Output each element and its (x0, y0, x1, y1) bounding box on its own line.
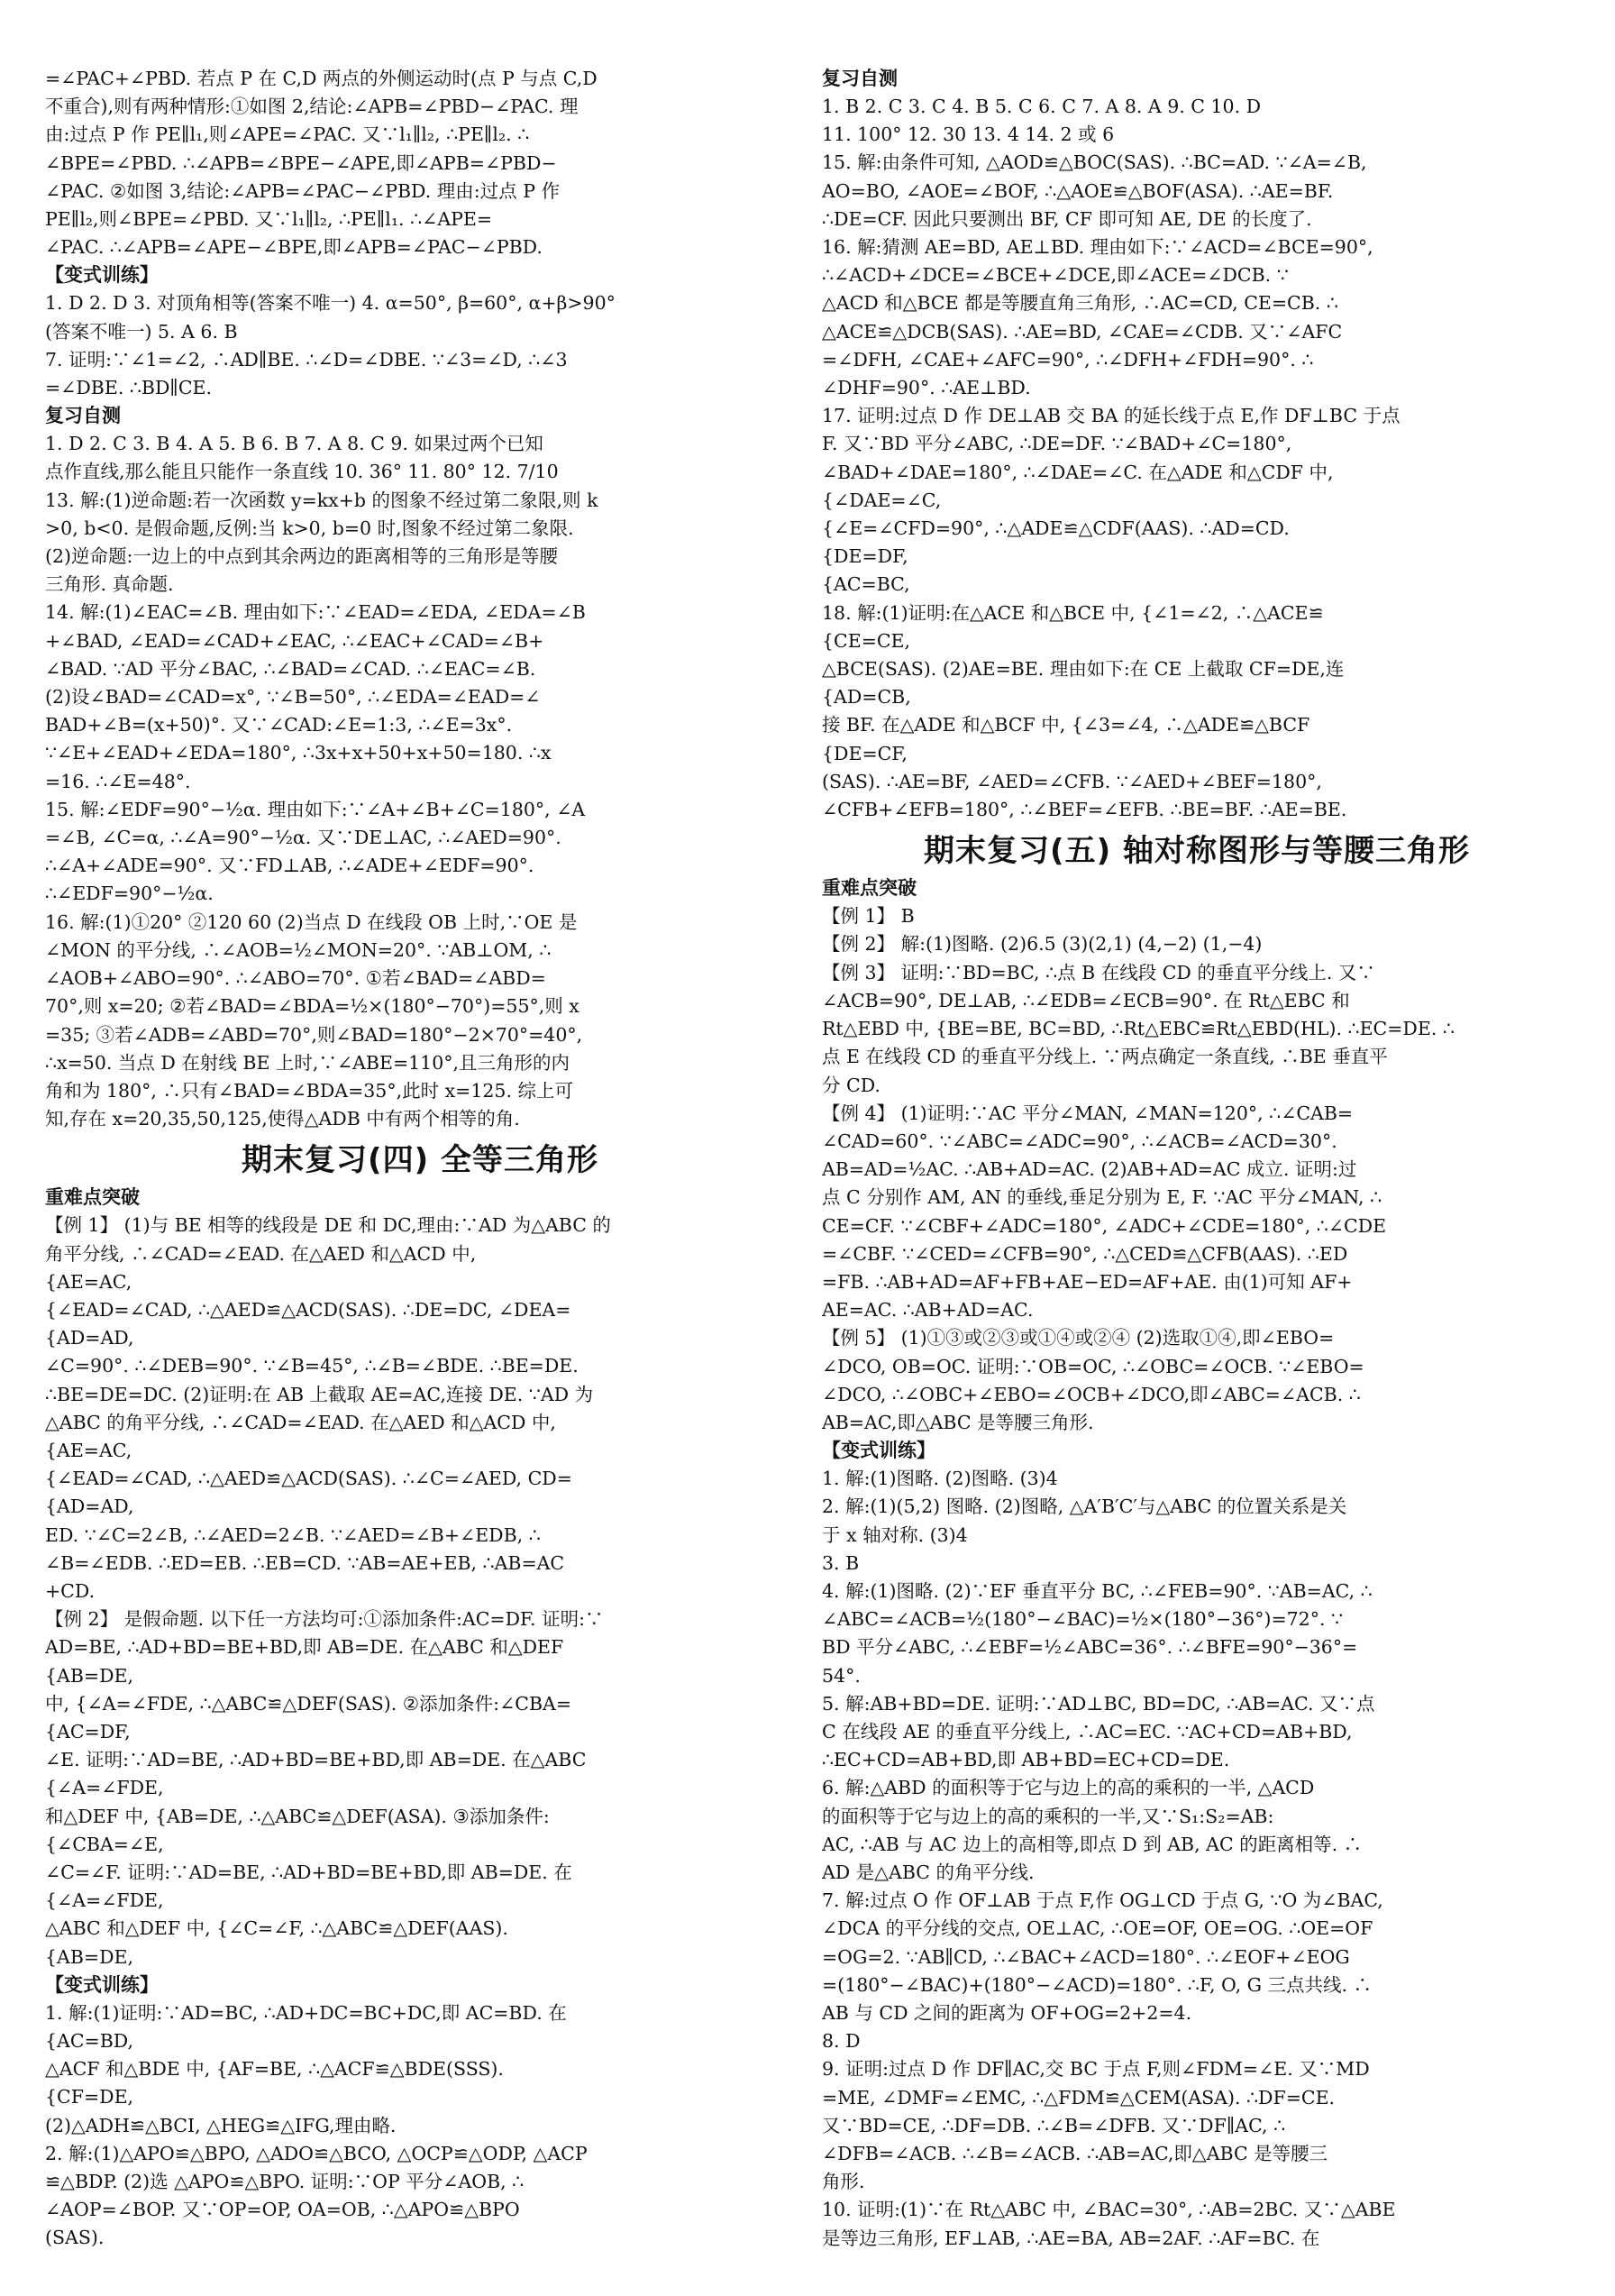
text-line: ∠MON 的平分线, ∴∠AOB=½∠MON=20°. ∵AB⊥OM, ∴ (45, 938, 552, 961)
text-line: 【例 3】 证明:∵BD=BC, ∴点 B 在线段 CD 的垂直平分线上. 又∵ (822, 961, 1375, 983)
text-line: {AE=AC, (45, 1270, 132, 1293)
text-line: ∠DFB=∠ACB. ∴∠B=∠ACB. ∴AB=AC,即△ABC 是等腰三 (822, 2143, 1328, 2165)
text-line: ∴x=50. 当点 D 在射线 BE 上时,∵∠ABE=110°,且三角形的内 (45, 1051, 570, 1074)
text-line: 角平分线, ∴∠CAD=∠EAD. 在△AED 和△ACD 中, (45, 1242, 477, 1265)
text-line: 角形. (822, 2171, 865, 2193)
text-line: {AB=DE, (45, 1664, 134, 1687)
text-line: {CE=CE, (822, 629, 911, 652)
text-line: (2)△ADH≌△BCI, △HEG≌△IFG,理由略. (45, 2114, 397, 2136)
text-line: 54°. (822, 1664, 861, 1687)
text-line: CE=CF. ∵∠CBF+∠ADC=180°, ∠ADC+∠CDE=180°, ∴∠CDE (822, 1214, 1387, 1237)
text-line: ∴∠A+∠ADE=90°. 又∵FD⊥AB, ∴∠ADE+∠EDF=90°. (45, 855, 534, 877)
text-line: 点 E 在线段 CD 的垂直平分线上. ∵两点确定一条直线, ∴BE 垂直平 (822, 1046, 1388, 1068)
text-line: (2)逆命题:一边上的中点到其余两边的距离相等的三角形是等腰 (45, 545, 558, 568)
text-line: 接 BF. 在△ADE 和△BCF 中, {∠3=∠4, ∴△ADE≌△BCF (822, 714, 1310, 736)
text-line: AD=BE, ∴AD+BD=BE+BD,即 AB=DE. 在△ABC 和△DEF (45, 1636, 564, 1659)
text-line: ∠DCO, OB=OC. 证明:∵OB=OC, ∴∠OBC=∠OCB. ∵∠EBO= (822, 1355, 1364, 1377)
text-line: AC, ∴AB 与 AC 边上的高相等,即点 D 到 AB, AC 的距离相等. ∴ (822, 1833, 1363, 1855)
text-line: ∠E. 证明:∵AD=BE, ∴AD+BD=BE+BD,即 AB=DE. 在△ABC (45, 1749, 587, 1771)
left-column (45, 65, 795, 2253)
text-line: {AC=BD, (45, 2030, 133, 2052)
text-line: {AB=DE, (45, 1945, 134, 1968)
text-line: ∠PAC. ∴∠APB=∠APE−∠BPE,即∠APB=∠PAC−∠PBD. (45, 236, 543, 259)
text-line: ∠C=∠F. 证明:∵AD=BE, ∴AD+BD=BE+BD,即 AB=DE. 在 (45, 1861, 572, 1883)
text-line: ∴∠ACD+∠DCE=∠BCE+∠DCE,即∠ACE=∠DCB. ∵ (822, 264, 1289, 287)
text-line: 70°,则 x=20; ②若∠BAD=∠BDA=½×(180°−70°)=55°,则 x (45, 995, 579, 1018)
text-line: △ABC 和△DEF 中, {∠C=∠F, ∴△ABC≌△DEF(AAS). (45, 1917, 508, 1940)
text-line: △ABC 的角平分线, ∴∠CAD=∠EAD. 在△AED 和△ACD 中, (45, 1411, 556, 1433)
text-line: ∴EC+CD=AB+BD,即 AB+BD=EC+CD=DE. (822, 1749, 1230, 1771)
text-line: {DE=CF, (822, 742, 908, 764)
text-line: 1. 解:(1)证明:∵AD=BC, ∴AD+DC=BC+DC,即 AC=BD. 在 (45, 2001, 567, 2024)
text-line: ∠DHF=90°. ∴AE⊥BD. (822, 377, 1031, 399)
text-line: =∠DFH, ∠CAE+∠AFC=90°, ∴∠DFH+∠FDH=90°. ∴ (822, 348, 1314, 370)
text-line: 9. 证明:过点 D 作 DF∥AC,交 BC 于点 F,则∠FDM=∠E. 又∵MD (822, 2058, 1370, 2081)
text-line: {AD=AD, (45, 1496, 134, 1518)
text-line: 1. D 2. C 3. B 4. A 5. B 6. B 7. A 8. C 9. 如果过两个已知 (45, 433, 543, 455)
text-line: {AC=DF, (45, 1720, 131, 1743)
text-line: F. 又∵BD 平分∠ABC, ∴DE=DF. ∵∠BAD+∠C=180°, (822, 433, 1292, 455)
section-heading: 【变式训练】 (822, 1440, 935, 1462)
text-line: {AD=CB, (822, 686, 911, 709)
text-line: 15. 解:由条件可知, △AOD≌△BOC(SAS). ∴BC=AD. ∵∠A=∠B, (822, 151, 1367, 174)
text-line: ∠DCA 的平分线的交点, OE⊥AC, ∴OE=OF, OE=OG. ∴OE=OF (822, 1917, 1373, 1940)
text-line: =∠B, ∠C=α, ∴∠A=90°−½α. 又∵DE⊥AC, ∴∠AED=90°. (45, 827, 561, 849)
text-line: 15. 解:∠EDF=90°−½α. 理由如下:∵∠A+∠B+∠C=180°, ∠A (45, 798, 586, 820)
text-line: =OG=2. ∵AB∥CD, ∴∠BAC+∠ACD=180°. ∴∠EOF+∠EOG (822, 1945, 1350, 1968)
text-line: AO=BO, ∠AOE=∠BOF, ∴△AOE≌△BOF(ASA). ∴AE=BF. (822, 179, 1334, 202)
text-line: ∠AOB+∠ABO=90°. ∴∠ABO=70°. ①若∠BAD=∠ABD= (45, 967, 546, 990)
text-line: AB=AD=½AC. ∴AB+AD=AC. (2)AB+AD=AC 成立. 证明:过 (822, 1158, 1357, 1181)
section-heading: 重难点突破 (45, 1186, 140, 1209)
section-heading: 【变式训练】 (45, 264, 159, 287)
text-line: =∠DBE. ∴BD∥CE. (45, 377, 213, 399)
text-line: ∠AOP=∠BOP. 又∵OP=OP, OA=OB, ∴△APO≌△BPO (45, 2199, 520, 2221)
text-line: BD 平分∠ABC, ∴∠EBF=½∠ABC=36°. ∴∠BFE=90°−36°= (822, 1636, 1358, 1659)
text-line: {∠DAE=∠C, (822, 489, 942, 511)
text-line: 18. 解:(1)证明:在△ACE 和△BCE 中, {∠1=∠2, ∴△ACE≌ (822, 601, 1324, 624)
text-line: 16. 解:(1)①20° ②120 60 (2)当点 D 在线段 OB 上时,∵OE 是 (45, 910, 578, 933)
section-heading: 复习自测 (822, 68, 898, 89)
text-line: {∠E=∠CFD=90°, ∴△ADE≌△CDF(AAS). ∴AD=CD. (822, 517, 1290, 540)
text-line: 由:过点 P 作 PE∥l₁,则∠APE=∠PAC. 又∵l₁∥l₂, ∴PE∥l₂. ∴ (45, 123, 530, 146)
text-line: (答案不唯一) 5. A 6. B (45, 320, 238, 343)
text-line: +∠BAD, ∠EAD=∠CAD+∠EAC, ∴∠EAC+∠CAD=∠B+ (45, 629, 544, 652)
text-line: {AC=BC, (822, 573, 910, 596)
text-line: {CF=DE, (45, 2086, 134, 2108)
text-line: 5. 解:AB+BD=DE. 证明:∵AD⊥BC, BD=DC, ∴AB=AC. 又∵点 (822, 1692, 1375, 1715)
text-line: PE∥l₂,则∠BPE=∠PBD. 又∵l₁∥l₂, ∴PE∥l₁. ∴∠APE= (45, 208, 493, 231)
text-line: 和△DEF 中, {AB=DE, ∴△ABC≌△DEF(ASA). ③添加条件: (45, 1805, 550, 1827)
text-line: 【例 4】 (1)证明:∵AC 平分∠MAN, ∠MAN=120°, ∴∠CAB= (822, 1102, 1354, 1124)
text-line: 2. 解:(1)(5,2) 图略. (2)图略, △A′B′C′与△ABC 的位置关系是关 (822, 1496, 1347, 1518)
text-line: =(180°−∠BAC)+(180°−∠ACD)=180°. ∴F, O, G 三点共线. ∴ (822, 1973, 1373, 1996)
text-line: 1. 解:(1)图略. (2)图略. (3)4 (822, 1468, 1058, 1490)
text-line: △ACE≌△DCB(SAS). ∴AE=BD, ∠CAE=∠CDB. 又∵∠AFC (822, 320, 1343, 343)
text-line: =ME, ∠DMF=∠EMC, ∴△FDM≌△CEM(ASA). ∴DF=CE. (822, 2086, 1336, 2108)
text-line: △ACF 和△BDE 中, {AF=BE, ∴△ACF≌△BDE(SSS). (45, 2058, 504, 2081)
text-line: 的面积等于它与边上的高的乘积的一半,又∵S₁:S₂=AB: (822, 1805, 1274, 1827)
text-line: 16. 解:猜测 AE=BD, AE⊥BD. 理由如下:∵∠ACD=∠BCE=90°, (822, 236, 1373, 259)
text-line: ∠B=∠EDB. ∴ED=EB. ∴EB=CD. ∵AB=AE+EB, ∴AB=AC (45, 1551, 565, 1574)
text-line: 【例 2】 是假命题. 以下任一方法均可:①添加条件:AC=DF. 证明:∵ (45, 1608, 604, 1631)
text-line: {∠CBA=∠E, (45, 1833, 164, 1855)
text-line: 7. 证明:∵∠1=∠2, ∴AD∥BE. ∴∠D=∠DBE. ∵∠3=∠D, ∴∠3 (45, 348, 568, 370)
text-line: >0, b<0. 是假命题,反例:当 k>0, b=0 时,图象不经过第二象限. (45, 517, 574, 539)
text-line: =FB. ∴AB+AD=AF+FB+AE−ED=AF+AE. 由(1)可知 AF+ (822, 1270, 1353, 1293)
text-line: 知,存在 x=20,35,50,125,使得△ADB 中有两个相等的角. (45, 1108, 520, 1130)
section-title: 期末复习(五) 轴对称图形与等腰三角形 (924, 833, 1470, 870)
text-line: AE=AC. ∴AB+AD=AC. (822, 1299, 1034, 1322)
text-line: 【例 1】 (1)与 BE 相等的线段是 DE 和 DC,理由:∵AD 为△ABC 的 (45, 1214, 611, 1237)
text-line: 于 x 轴对称. (3)4 (822, 1523, 968, 1546)
text-line: ∠BAD+∠DAE=180°, ∴∠DAE=∠C. 在△ADE 和△CDF 中, (822, 461, 1334, 483)
section-heading: 重难点突破 (822, 877, 917, 900)
text-line: 13. 解:(1)逆命题:若一次函数 y=kx+b 的图象不经过第二象限,则 k (45, 489, 598, 511)
text-line: 【例 1】 B (822, 905, 915, 928)
text-line: 7. 解:过点 O 作 OF⊥AB 于点 F,作 OG⊥CD 于点 G, ∵O 为∠BAC, (822, 1889, 1383, 1912)
text-line: ∠DCO, ∴∠OBC+∠EBO=∠OCB+∠DCO,即∠ABC=∠ACB. ∴ (822, 1383, 1361, 1405)
text-line: 11. 100° 12. 30 13. 4 14. 2 或 6 (822, 123, 1115, 146)
text-line: {∠A=∠FDE, (45, 1777, 164, 1799)
text-line: ∵∠E+∠EAD+∠EDA=180°, ∴3x+x+50+x+50=180. ∴x (45, 742, 552, 764)
text-line: Rt△EBD 中, {BE=BE, BC=BD, ∴Rt△EBC≌Rt△EBD(HL). ∴EC=DE. ∴ (822, 1018, 1455, 1040)
text-line: 三角形. 真命题. (45, 573, 174, 596)
text-line: ∴DE=CF. 因此只要测出 BF, CF 即可知 AE, DE 的长度了. (822, 207, 1312, 230)
text-line: 【例 5】 (1)①③或②③或①④或②④ (2)选取①④,即∠EBO= (822, 1327, 1335, 1349)
text-line: 点 C 分别作 AM, AN 的垂线,垂足分别为 E, F. ∵AC 平分∠MAN, ∴ (822, 1186, 1382, 1209)
text-line: ∠ACB=90°, DE⊥AB, ∴∠EDB=∠ECB=90°. 在 Rt△EBC 和 (822, 989, 1350, 1011)
text-line: AB 与 CD 之间的距离为 OF+OG=2+2=4. (822, 2002, 1192, 2024)
text-line: {AE=AC, (45, 1439, 132, 1461)
text-line: 3. B (822, 1551, 860, 1574)
text-line: C 在线段 AE 的垂直平分线上, ∴AC=EC. ∵AC+CD=AB+BD, (822, 1720, 1353, 1743)
text-line: ∴∠EDF=90°−½α. (45, 883, 214, 905)
text-line: ∠BPE=∠PBD. ∴∠APB=∠BPE−∠APE,即∠APB=∠PBD− (45, 151, 557, 174)
section-title: 期末复习(四) 全等三角形 (242, 1142, 598, 1179)
text-line: =∠PAC+∠PBD. 若点 P 在 C,D 两点的外侧运动时(点 P 与点 C,D (45, 68, 598, 89)
text-line: {AD=AD, (45, 1327, 134, 1349)
text-line: 1. D 2. D 3. 对顶角相等(答案不唯一) 4. α=50°, β=60°, α+β>90° (45, 292, 616, 315)
text-line: +CD. (45, 1579, 96, 1602)
text-line: BAD+∠B=(x+50)°. 又∵∠CAD:∠E=1:3, ∴∠E=3x°. (45, 714, 513, 736)
text-line: 又∵BD=CE, ∴DF=DB. ∴∠B=∠DFB. 又∵DF∥AC, ∴ (822, 2114, 1286, 2136)
text-line: 是等边三角形, EF⊥AB, ∴AE=BA, AB=2AF. ∴AF=BC. 在 (822, 2227, 1320, 2249)
text-line: 10. 证明:(1)∵在 Rt△ABC 中, ∠BAC=30°, ∴AB=2BC. 又∵△ABE (822, 2199, 1396, 2221)
text-line: 分 CD. (822, 1074, 880, 1096)
text-line: (SAS). (45, 2227, 105, 2249)
text-line: 【例 2】 解:(1)图略. (2)6.5 (3)(2,1) (4,−2) (1,−4) (822, 933, 1263, 956)
text-line: △ACD 和△BCE 都是等腰直角三角形, ∴AC=CD, CE=CB. ∴ (822, 292, 1338, 315)
text-line: {∠A=∠FDE, (45, 1889, 164, 1912)
text-line: {DE=DF, (822, 545, 908, 568)
text-line: {∠EAD=∠CAD, ∴△AED≌△ACD(SAS). ∴DE=DC, ∠DEA= (45, 1298, 571, 1321)
text-line: 8. D (822, 2030, 861, 2053)
text-line: 点作直线,那么能且只能作一条直线 10. 36° 11. 80° 12. 7/10 (45, 461, 559, 483)
text-line: 14. 解:(1)∠EAC=∠B. 理由如下:∵∠EAD=∠EDA, ∠EDA=∠B (45, 601, 586, 624)
text-line: ∠CFB+∠EFB=180°, ∴∠BEF=∠EFB. ∴BE=BF. ∴AE=BE. (822, 799, 1347, 821)
text-line: 中, {∠A=∠FDE, ∴△ABC≌△DEF(SAS). ②添加条件:∠CBA= (45, 1692, 571, 1715)
text-line: =∠CBF. ∵∠CED=∠CFB=90°, ∴△CED≌△CFB(AAS). ∴ED (822, 1242, 1348, 1265)
text-line: 角和为 180°, ∴只有∠BAD=∠BDA=35°,此时 x=125. 综上可 (45, 1079, 574, 1102)
section-heading: 复习自测 (45, 405, 121, 427)
section-heading: 【变式训练】 (45, 1973, 159, 1996)
text-line: ∴BE=DE=DC. (2)证明:在 AB 上截取 AE=AC,连接 DE. ∵AD 为 (45, 1383, 594, 1405)
text-line: 6. 解:△ABD 的面积等于它与边上的高的乘积的一半, △ACD (822, 1777, 1315, 1799)
text-line: {∠EAD=∠CAD, ∴△AED≌△ACD(SAS). ∴∠C=∠AED, CD= (45, 1468, 572, 1490)
text-line: 2. 解:(1)△APO≌△BPO, △ADO≌△BCO, △OCP≌△ODP, △ACP (45, 2142, 588, 2164)
text-line: 不重合),则有两种情形:①如图 2,结论:∠APB=∠PBD−∠PAC. 理 (45, 96, 579, 118)
text-line: 17. 证明:过点 D 作 DE⊥AB 交 BA 的延长线于点 E,作 DF⊥BC 于点 (822, 405, 1401, 427)
text-line: ∠C=90°. ∴∠DEB=90°. ∵∠B=45°, ∴∠B=∠BDE. ∴BE=DE. (45, 1355, 579, 1377)
right-column (822, 65, 1572, 2253)
text-line: ∠CAD=60°. ∵∠ABC=∠ADC=90°, ∴∠ACB=∠ACD=30°. (822, 1130, 1337, 1152)
text-line: =35; ③若∠ADB=∠ABD=70°,则∠BAD=180°−2×70°=40°, (45, 1023, 583, 1046)
text-line: 4. 解:(1)图略. (2)∵EF 垂直平分 BC, ∴∠FEB=90°. ∵AB=AC, ∴ (822, 1579, 1373, 1602)
text-line: ∠PAC. ②如图 3,结论:∠APB=∠PAC−∠PBD. 理由:过点 P 作 (45, 179, 561, 202)
text-line: 1. B 2. C 3. C 4. B 5. C 6. C 7. A 8. A 9. C 10. D (822, 96, 1262, 117)
text-line: =16. ∴∠E=48°. (45, 770, 191, 792)
text-line: ∠ABC=∠ACB=½(180°−∠BAC)=½×(180°−36°)=72°. ∵ (822, 1608, 1344, 1631)
text-line: ≌△BDP. (2)选 △APO≌△BPO. 证明:∵OP 平分∠AOB, ∴ (45, 2171, 525, 2193)
text-line: (2)设∠BAD=∠CAD=x°, ∵∠B=50°, ∴∠EDA=∠EAD=∠ (45, 686, 541, 709)
text-line: (SAS). ∴AE=BF, ∠AED=∠CFB. ∵∠AED+∠BEF=180°, (822, 770, 1322, 792)
text-line: △BCE(SAS). (2)AE=BE. 理由如下:在 CE 上截取 CF=DE,连 (822, 658, 1345, 681)
text-line: AD 是△ABC 的角平分线. (822, 1861, 1035, 1883)
text-line: AB=AC,即△ABC 是等腰三角形. (822, 1411, 1094, 1433)
text-line: ED. ∵∠C=2∠B, ∴∠AED=2∠B. ∵∠AED=∠B+∠EDB, ∴ (45, 1523, 541, 1546)
text-line: ∠BAD. ∵AD 平分∠BAC, ∴∠BAD=∠CAD. ∴∠EAC=∠B. (45, 657, 536, 680)
